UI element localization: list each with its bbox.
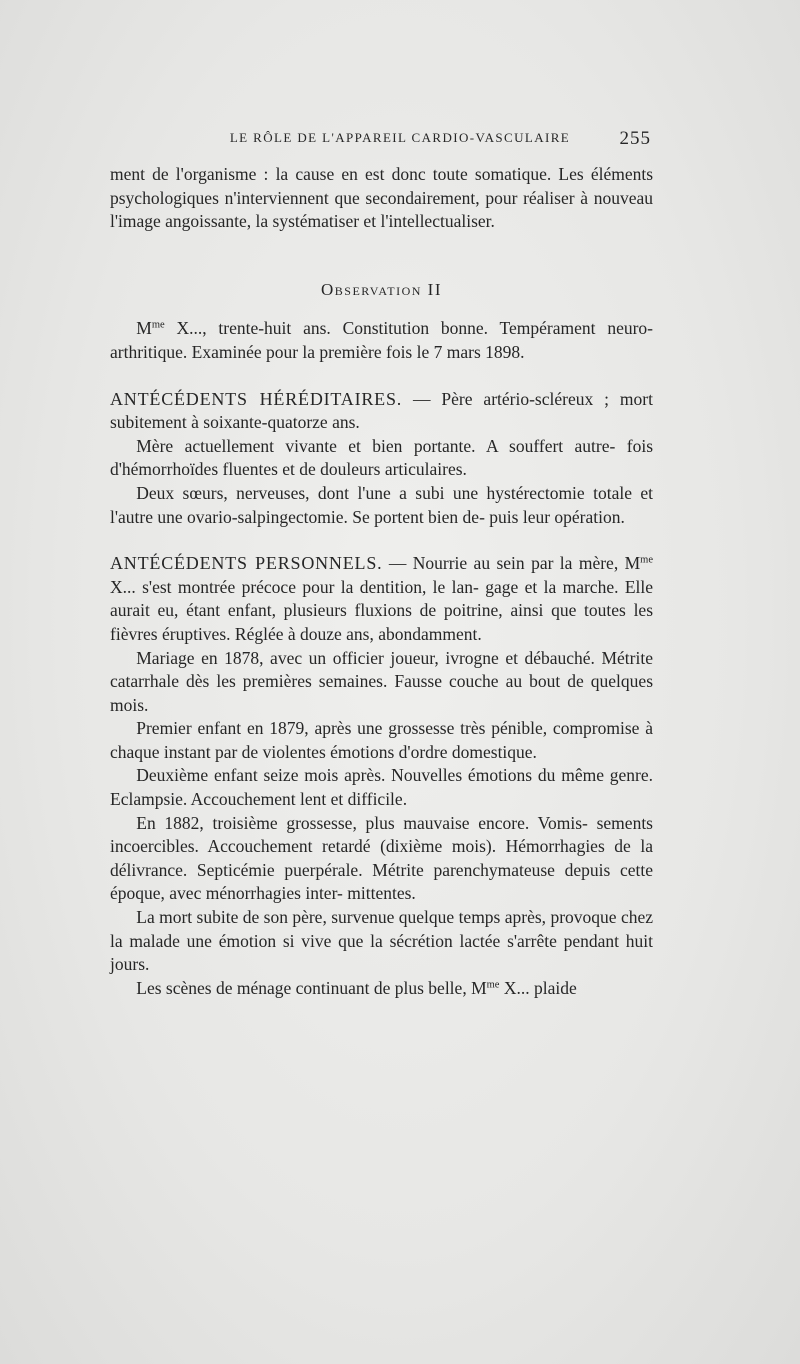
text-line: totale et l'autre une ovario-salpingectomie. Se portent bien de- <box>110 482 653 527</box>
text-line: Hémorrhagies de la délivrance. Septicémie puerpérale. Métrite <box>110 836 653 880</box>
text-line: X... s'est montrée précoce pour la dentition, le lan- <box>110 576 479 597</box>
text-line: pour réaliser à nouveau l'image angoissante, la systématiser et <box>110 187 653 232</box>
text-line: Les scènes de ménage continuant de plus belle, M <box>136 977 487 998</box>
observation-intro <box>110 317 653 364</box>
text-line: mère, M <box>578 553 641 574</box>
text-line: lactée s'arrête pendant huit jours. <box>110 930 654 975</box>
text-line: même genre. Eclampsie. Accouchement lent et difficile. <box>110 765 653 810</box>
text-line: fluxions de poitrine, ainsi que toutes les fièvres éruptives. <box>110 600 654 644</box>
text-line: puis leur opération. <box>489 506 625 527</box>
text-line: Mère actuellement vivante et bien portante. A souffert autre- <box>136 435 616 456</box>
page-number: 255 <box>619 128 651 149</box>
text-line: — Nourrie au sein par la <box>382 553 573 574</box>
paragraph <box>110 717 653 764</box>
paragraph <box>110 482 653 529</box>
text-line: En 1882, troisième grossesse, plus mauvaise encore. Vomis- <box>136 812 588 833</box>
abbrev-sup: me <box>486 979 500 991</box>
text-line: neuro-arthritique. Examinée pour la première fois le 7 mars <box>110 318 653 362</box>
text-line: Mariage en 1878, avec un officier joueur, ivrogne et débauché. <box>136 647 595 668</box>
section-heading-hereditaires: ANTÉCÉDENTS HÉRÉDITAIRES. <box>110 388 403 409</box>
text-line: La mort subite de son père, survenue quelque temps après, <box>136 907 547 928</box>
paragraph <box>110 647 653 718</box>
text-line: — Père artério-scléreux ; <box>402 388 609 409</box>
page-header <box>0 130 800 152</box>
text-line: Premier enfant en 1879, après une grossesse très pénible, <box>136 718 548 739</box>
text-line: éléments psychologiques n'interviennent que secondairement, <box>110 164 654 208</box>
paragraph <box>110 906 653 977</box>
paragraph <box>110 764 653 811</box>
section-heading-personnels: ANTÉCÉDENTS PERSONNELS. <box>110 553 383 574</box>
text-line: parenchymateuse depuis cette époque, avec ménorrhagies inter- <box>110 859 653 904</box>
observation-title: Observation II <box>320 279 442 299</box>
body-text <box>110 163 653 1000</box>
text-line: gage et la marche. Elle aurait eu, étant enfant, plusieurs <box>110 576 653 621</box>
text-line: X..., trente-huit ans. Constitution bonne. Tempérament <box>164 318 596 339</box>
paragraph <box>110 812 653 906</box>
abbrev-sup: me <box>640 554 653 566</box>
text-line: domestique. <box>451 741 537 762</box>
text-line: mittentes. <box>347 883 416 904</box>
hereditaires-paragraph <box>110 388 653 435</box>
text-line: ment de l'organisme : la cause en est donc toute somatique. Les <box>110 164 584 184</box>
text-line: fois d'hémorrhoïdes fluentes et de douleurs articulaires. <box>110 435 654 480</box>
abbrev: M <box>136 318 152 339</box>
text-line: Deuxième enfant seize mois après. Nouvelles émotions du <box>136 765 556 786</box>
text-line: Réglée à douze ans, abondamment. <box>234 623 482 644</box>
text-line: compromise à chaque instant par de violentes émotions d'ordre <box>110 718 653 762</box>
running-head: LE RÔLE DE L'APPAREIL CARDIO-VASCULAIRE <box>229 130 571 145</box>
personnels-paragraph <box>110 552 653 646</box>
paragraph <box>110 435 653 482</box>
text-line: Métrite catarrhale dès les premières semaines. Fausse couche au <box>110 647 653 692</box>
text-line: Deux sœurs, nerveuses, dont l'une a subi une hystérectomie <box>136 482 585 503</box>
text-line: l'intellectualiser. <box>380 211 495 232</box>
text-line: bout de quelques mois. <box>110 671 653 715</box>
text-line: mort subitement à soixante-quatorze ans. <box>110 388 653 433</box>
text-line: 1898. <box>485 341 525 362</box>
text-line: provoque chez la malade une émotion si vive que la sécrétion <box>110 907 653 951</box>
text-line: X... plaide <box>499 977 577 998</box>
paragraph <box>110 977 653 1001</box>
text-line: sements incoercibles. Accouchement retardé (dixième mois). <box>110 812 653 857</box>
abbrev-sup: me <box>151 320 165 332</box>
intro-paragraph <box>110 163 653 234</box>
